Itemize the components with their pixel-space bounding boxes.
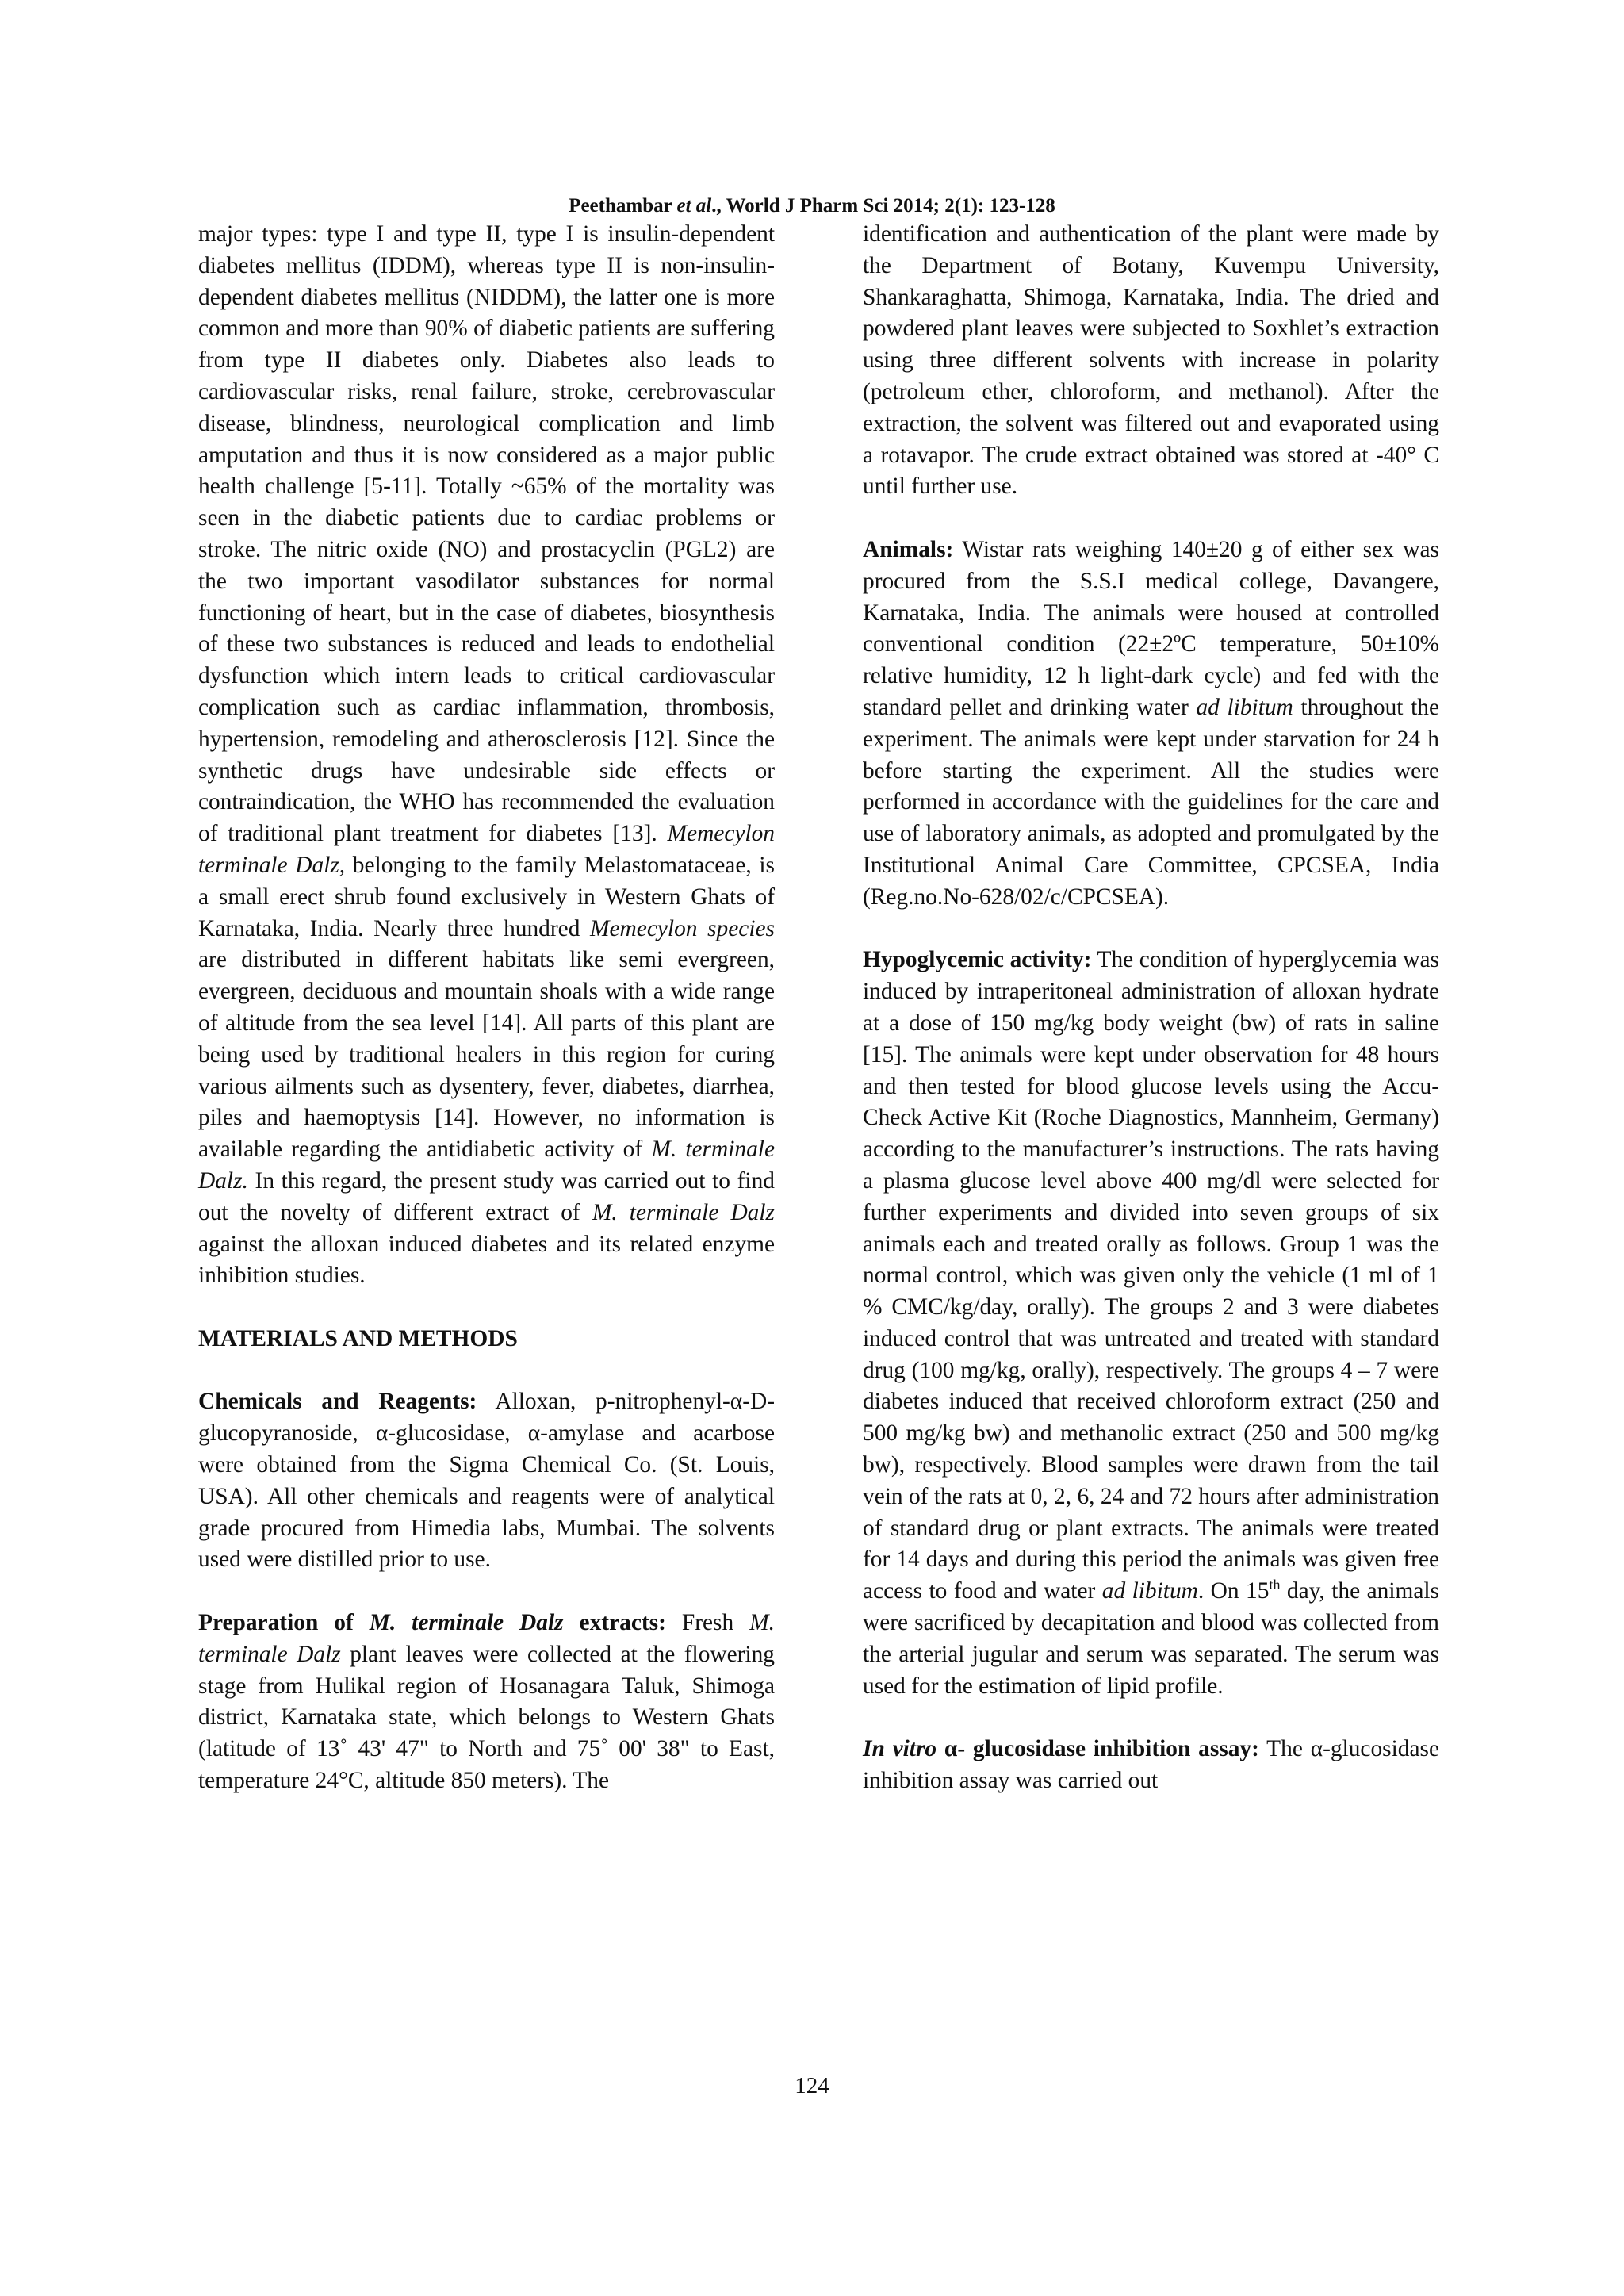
identification-paragraph: identification and authentication of the plant were made by the Department of Botany, Kuvempu University, Shankaraghatta, Shimoga, Karnataka, India. The dried and powdered plant leaves were subjected to Soxhlet’s extraction using three different solvents with increase in polarity (petroleum ether, chloroform, and methanol). After the extraction, the solvent was filtered out and evaporated using a rotavapor. The crude extract obtained was stored at -40° C until further use. [863,221,1439,500]
intro-paragraph [198,219,775,1292]
chemicals-paragraph [198,1386,775,1576]
preparation-species: M. terminale Dalz [198,1610,775,1667]
preparation-label-species: M. terminale Dalz [369,1610,564,1636]
running-header [0,195,1624,217]
animals-label: Animals: [863,536,954,562]
preparation-label [198,1610,666,1635]
preparation-label-b: extracts: [563,1610,666,1636]
left-column [198,219,775,1797]
intro-species-2: Memecylon species [590,915,775,941]
animals-ad-libitum: ad libitum [1196,694,1293,720]
animals-text-1: Wistar rats weighing 140±20 g of either sex was procured from the S.S.I medical college, Davangere, Karnataka, India. The animals were housed at controlled conventional condition (22±2ºC temperature, 50±10% relative humidity, 12 h light-dark cycle) and fed with the standard pellet and drinking water [863,536,1439,720]
header-citation: ., World J Pharm Sci 2014; 2(1): 123-128 [711,195,1055,217]
intro-text-5: against the alloxan induced diabetes and its related enzyme inhibition studies. [198,1231,775,1289]
hypoglycemic-text-3: day, the animals were sacrificed by decapitation and blood was collected from the arterial jugular and serum was separated. The serum was used for the estimation of lipid profile. [863,1578,1439,1699]
preparation-text-1: Fresh [665,1610,750,1636]
invitro-text: The α-glucosidase inhibition assay was carried out [863,1736,1440,1794]
animals-paragraph [863,535,1439,914]
invitro-label-italic: In vitro [863,1736,937,1762]
header-author: Peethambar [569,195,672,217]
hypoglycemic-text-1: The condition of hyperglycemia was induced by intraperitoneal administration of alloxan hydrate at a dose of 150 mg/kg body weight (bw) of rats in saline [15]. The animals were kept under observation for 48 hours and then tested for blood glucose levels using the Accu-Check Active Kit (Roche Diagnostics, Mannheim, Germany) according to the manufacturer’s instructions. The rats having a plasma glucose level above 400 mg/dl were selected for further experiments and divided into seven groups of six animals each and treated orally as follows. Group 1 was the normal control, which was given only the vehicle (1 ml of 1 % CMC/kg/day, orally). The groups 2 and 3 were diabetes induced control that was untreated and treated with standard drug (100 mg/kg, orally), respectively. The groups 4 – 7 were diabetes induced that received chloroform extract (250 and 500 mg/kg bw) and methanolic extract (250 and 500 mg/kg bw), respectively. Blood samples were drawn from the tail vein of the rats at 0, 2, 6, 24 and 72 hours after administration of standard drug or plant extracts. The animals were treated for 14 days and during this period the animals was given free access to food and water [863,947,1439,1604]
intro-text-4: In this regard, the present study was carried out to find out the novelty of different extract of [198,1167,775,1225]
page-number: 124 [795,2073,829,2099]
hypoglycemic-label: Hypoglycemic activity: [863,947,1092,973]
section-heading-materials-methods: MATERIALS AND METHODS [198,1325,518,1351]
animals-text-2: throughout the experiment. The animals were kept under starvation for 24 h before starting the experiment. All the studies were performed in accordance with the guidelines for the care and use of laboratory animals, as adopted and promulgated by the Institutional Animal Care Committee, CPCSEA, India (Reg.no.No-628/02/c/CPCSEA). [863,694,1439,910]
right-column [863,219,1439,1797]
hypoglycemic-ad-libitum: ad libitum [1101,1578,1198,1604]
preparation-paragraph [198,1608,775,1797]
preparation-label-a: Preparation of [198,1610,370,1636]
hypoglycemic-text-2: . On 15 [1197,1578,1270,1604]
invitro-paragraph [863,1734,1439,1797]
intro-text-2: belonging to the family Melastomataceae, is a small erect shrub found exclusively in Western Ghats of Karnataka, India. Nearly three hundred [198,852,775,941]
intro-text-3: are distributed in different habitats like semi evergreen, evergreen, deciduous and mountain shoals with a wide range of altitude from the sea level [14]. All parts of this plant are being used by traditional healers in this region for curing various ailments such as dysentery, fever, diabetes, diarrhea, piles and haemoptysis [14]. However, no information is available regarding the antidiabetic activity of [198,947,775,1163]
intro-species-1: Memecylon terminale Dalz, [198,821,775,878]
invitro-label-bold: α- glucosidase inhibition assay: [936,1736,1259,1762]
intro-species-4: M. terminale Dalz [592,1199,775,1225]
invitro-label [863,1736,1259,1761]
intro-text-1: major types: type I and type II, type I is insulin-dependent diabetes mellitus (IDDM), whereas type II is non-insulin-dependent diabetes mellitus (NIDDM), the latter one is more common and more than 90% of diabetic patients are suffering from type II diabetes only. Diabetes also leads to cardiovascular risks, renal failure, stroke, cerebrovascular disease, blindness, neurological complication and limb amputation and thus it is now considered as a major public health challenge [5-11]. Totally ~65% of the mortality was seen in the diabetic patients due to cardiac problems or stroke. The nitric oxide (NO) and prostacyclin (PGL2) are the two important vasodilator substances for normal functioning of heart, but in the case of diabetes, biosynthesis of these two substances is reduced and leads to endothelial dysfunction which intern leads to critical cardiovascular complication such as cardiac inflammation, thrombosis, hypertension, remodeling and atherosclerosis [12]. Since the synthetic drugs have undesirable side effects or contraindication, the WHO has recommended the evaluation of traditional plant treatment for diabetes [13]. [198,221,775,847]
chemicals-label: Chemicals and Reagents: [198,1389,477,1415]
hypoglycemic-superscript: th [1269,1577,1281,1593]
chemicals-text: Alloxan, p-nitrophenyl-α-D-glucopyranoside, α-glucosidase, α-amylase and acarbose were obtained from the Sigma Chemical Co. (St. Louis, USA). All other chemicals and reagents were of analytical grade procured from Himedia labs, Mumbai. The solvents used were distilled prior to use. [198,1389,775,1573]
hypoglycemic-paragraph [863,945,1439,1702]
header-etal: et al [676,195,712,217]
preparation-text-2: plant leaves were collected at the flowering stage from Hulikal region of Hosanagara Taluk, Shimoga district, Karnataka state, which belongs to Western Ghats (latitude of 13˚ 43' 47" to North and 75˚ 00' 38" to East, temperature 24°C, altitude 850 meters). The [198,1641,776,1794]
intro-species-3: M. terminale Dalz. [198,1137,775,1194]
